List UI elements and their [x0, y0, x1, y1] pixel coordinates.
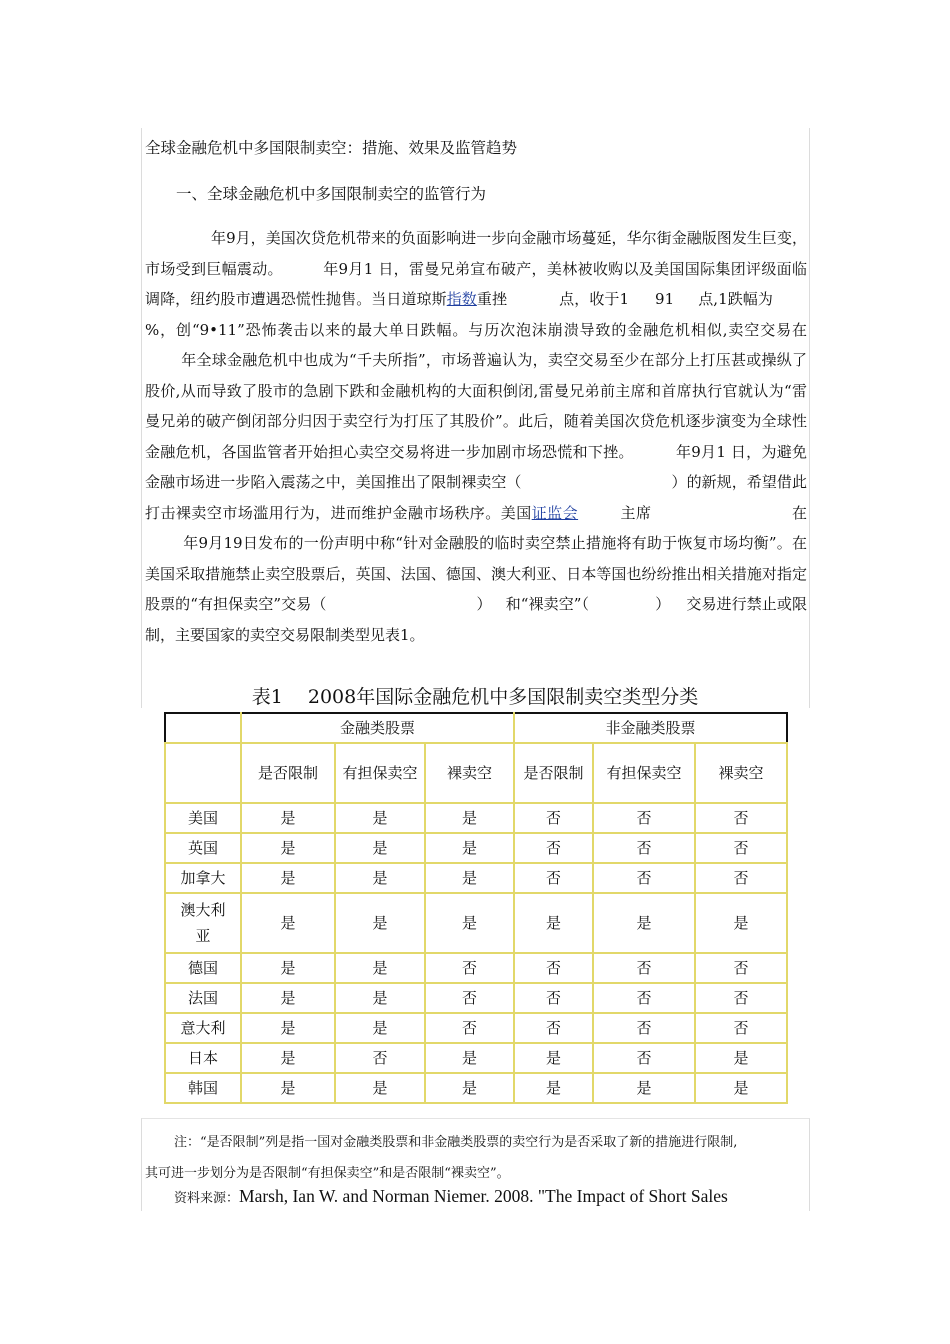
text-segment: ） [476, 595, 492, 613]
value-cell: 是 [241, 1043, 335, 1073]
body-paragraph [145, 223, 807, 650]
header-non-naked: 裸卖空 [695, 743, 787, 803]
value-cell: 否 [695, 983, 787, 1013]
value-cell: 否 [425, 1013, 514, 1043]
value-cell: 是 [593, 893, 695, 953]
value-cell: 是 [514, 893, 593, 953]
text-segment: ） [655, 595, 671, 613]
value-cell: 是 [335, 1073, 425, 1103]
value-cell: 否 [514, 953, 593, 983]
value-cell: 否 [335, 1043, 425, 1073]
text-segment: 在 [791, 503, 807, 522]
value-cell: 是 [241, 893, 335, 953]
text-segment: 年9月19日发布的一份声明中称“针对金融股的临时卖空禁止措施将有助于恢复市场均衡” [183, 534, 777, 552]
text-segment: 。此后，随着美国次贷危机逐步演变为全球性金融危机，各国监管者开始担心卖空交易将进一步加剧市场恐慌和下挫。 [145, 412, 807, 461]
text-segment: 点,1跌幅为 [698, 290, 773, 308]
value-cell: 是 [335, 803, 425, 833]
value-cell: 否 [695, 1013, 787, 1043]
value-cell: 否 [514, 1013, 593, 1043]
value-cell: 是 [241, 1073, 335, 1103]
text-segment: 91 [655, 290, 675, 308]
value-cell: 否 [593, 1013, 695, 1043]
value-cell: 是 [514, 1043, 593, 1073]
text-segment: 交易进行禁止或限制，主要国家的卖空交易限制类型见表1。 [145, 595, 807, 644]
table-note-line1: 注：“是否限制”列是指一国对金融类股票和非金融类股票的卖空行为是否采取了新的措施进行限制, [174, 1135, 738, 1150]
section-heading: 一、全球金融危机中多国限制卖空的监管行为 [176, 185, 487, 203]
text-segment: 年9月，美国次贷危机带来的负面影响进一步向金融市场蔓延，华尔街金融版图发生巨变，市场受到巨幅震动。 [145, 229, 807, 278]
value-cell: 是 [335, 863, 425, 893]
value-cell: 否 [593, 1043, 695, 1073]
country-cell: 意大利 [165, 1013, 241, 1043]
header-non-covered: 有担保卖空 [593, 743, 695, 803]
header-group-financial: 金融类股票 [241, 713, 514, 743]
value-cell: 否 [514, 803, 593, 833]
table-note-line2: 其可进一步划分为是否限制“有担保卖空”和是否限制“裸卖空”。 [145, 1166, 510, 1181]
value-cell: 否 [514, 983, 593, 1013]
text-segment: 1 [619, 290, 630, 308]
header-fin-naked: 裸卖空 [425, 743, 514, 803]
header-fin-limited: 是否限制 [241, 743, 335, 803]
text-segment: %，创“9•11”恐怖袭击以来的最大单日跌幅。与历次泡沫崩溃导致的金融危机相似,卖空交易在 [145, 320, 807, 339]
country-cell: 英国 [165, 833, 241, 863]
value-cell: 是 [695, 1073, 787, 1103]
value-cell: 是 [425, 803, 514, 833]
value-cell: 是 [241, 1013, 335, 1043]
header-corner-sub [165, 743, 241, 803]
value-cell: 否 [425, 983, 514, 1013]
value-cell: 是 [695, 893, 787, 953]
text-segment: 。在美国采取措施禁止卖空股票后，英国、法国、德国、澳大利亚、日本等国也纷纷推出相关措施对指定股票的“有担保卖空”交易（ [145, 534, 807, 613]
text-segment: 和“裸卖空”（ [505, 595, 590, 613]
text-segment: 重挫 [476, 290, 508, 308]
value-cell: 是 [425, 863, 514, 893]
text-segment: ）的新规，希望借此打击裸卖空市场滥用行为，进而维护金融市场秩序。美国 [145, 473, 807, 522]
value-cell: 是 [335, 953, 425, 983]
table-caption: 表1 2008年国际金融危机中多国限制卖空类型分类 [251, 686, 699, 708]
country-cell: 韩国 [165, 1073, 241, 1103]
link-index[interactable]: 指数 [446, 290, 477, 308]
header-fin-covered: 有担保卖空 [335, 743, 425, 803]
value-cell: 是 [241, 833, 335, 863]
country-cell: 日本 [165, 1043, 241, 1073]
header-non-limited: 是否限制 [514, 743, 593, 803]
value-cell: 是 [335, 833, 425, 863]
value-cell: 是 [425, 833, 514, 863]
text-segment: 年全球金融危机中也成为“千夫所指”，市场普遍认为，卖空交易至少在部分上打压甚或操纵了股价,从而导致了股市的急剧下跌和金融机构的大面积倒闭,雷曼兄弟前主席和首席执行官就认为“雷曼兄弟的破产倒闭部分归因于卖空行为打压了其股价” [145, 351, 807, 430]
value-cell: 否 [593, 833, 695, 863]
value-cell: 否 [593, 863, 695, 893]
value-cell: 否 [593, 983, 695, 1013]
country-cell: 德国 [165, 953, 241, 983]
value-cell: 是 [241, 863, 335, 893]
header-group-nonfinancial: 非金融类股票 [514, 713, 787, 743]
short-sale-restriction-table [164, 712, 788, 1104]
value-cell: 是 [425, 1073, 514, 1103]
country-cell: 加拿大 [165, 863, 241, 893]
text-segment: 点，收于 [559, 290, 620, 308]
value-cell: 是 [695, 1043, 787, 1073]
country-cell: 澳大利亚 [165, 893, 241, 953]
value-cell: 是 [335, 983, 425, 1013]
table-row [165, 863, 787, 893]
header-corner [165, 713, 241, 743]
value-cell: 是 [593, 1073, 695, 1103]
value-cell: 是 [425, 1043, 514, 1073]
value-cell: 否 [695, 953, 787, 983]
value-cell: 否 [425, 953, 514, 983]
table-row [165, 803, 787, 833]
link-sec[interactable]: 证监会 [531, 503, 579, 522]
table-row [165, 953, 787, 983]
value-cell: 否 [514, 863, 593, 893]
text-segment: 年9月1 日，雷曼兄弟宣布破产，美林被收购以及美国国际集团评级面临调降，纽约股市遭遇恐慌性抛售。当日道琼斯 [145, 259, 807, 308]
source-label: 资料来源： [174, 1191, 240, 1206]
source-citation [174, 1186, 728, 1207]
value-cell: 否 [695, 863, 787, 893]
value-cell: 否 [514, 833, 593, 863]
value-cell: 是 [425, 893, 514, 953]
value-cell: 是 [241, 953, 335, 983]
country-cell: 法国 [165, 983, 241, 1013]
value-cell: 否 [593, 803, 695, 833]
country-cell: 美国 [165, 803, 241, 833]
value-cell: 否 [695, 833, 787, 863]
source-text: Marsh, Ian W. and Norman Niemer. 2008. "The Impact of Short Sales [239, 1186, 728, 1206]
value-cell: 是 [241, 803, 335, 833]
value-cell: 是 [335, 1013, 425, 1043]
table-row [165, 1013, 787, 1043]
value-cell: 是 [335, 893, 425, 953]
text-segment: 年9月1 日，为避免金融市场进一步陷入震荡之中，美国推出了限制裸卖空（ [145, 442, 807, 491]
table-row [165, 833, 787, 863]
table-row [165, 983, 787, 1013]
document-title: 全球金融危机中多国限制卖空：措施、效果及监管趋势 [145, 139, 518, 157]
text-segment: 主席 [620, 503, 652, 522]
table-row [165, 1073, 787, 1103]
value-cell: 否 [695, 803, 787, 833]
value-cell: 是 [241, 983, 335, 1013]
value-cell: 否 [593, 953, 695, 983]
table-row [165, 893, 787, 953]
value-cell: 是 [514, 1073, 593, 1103]
table-row [165, 1043, 787, 1073]
